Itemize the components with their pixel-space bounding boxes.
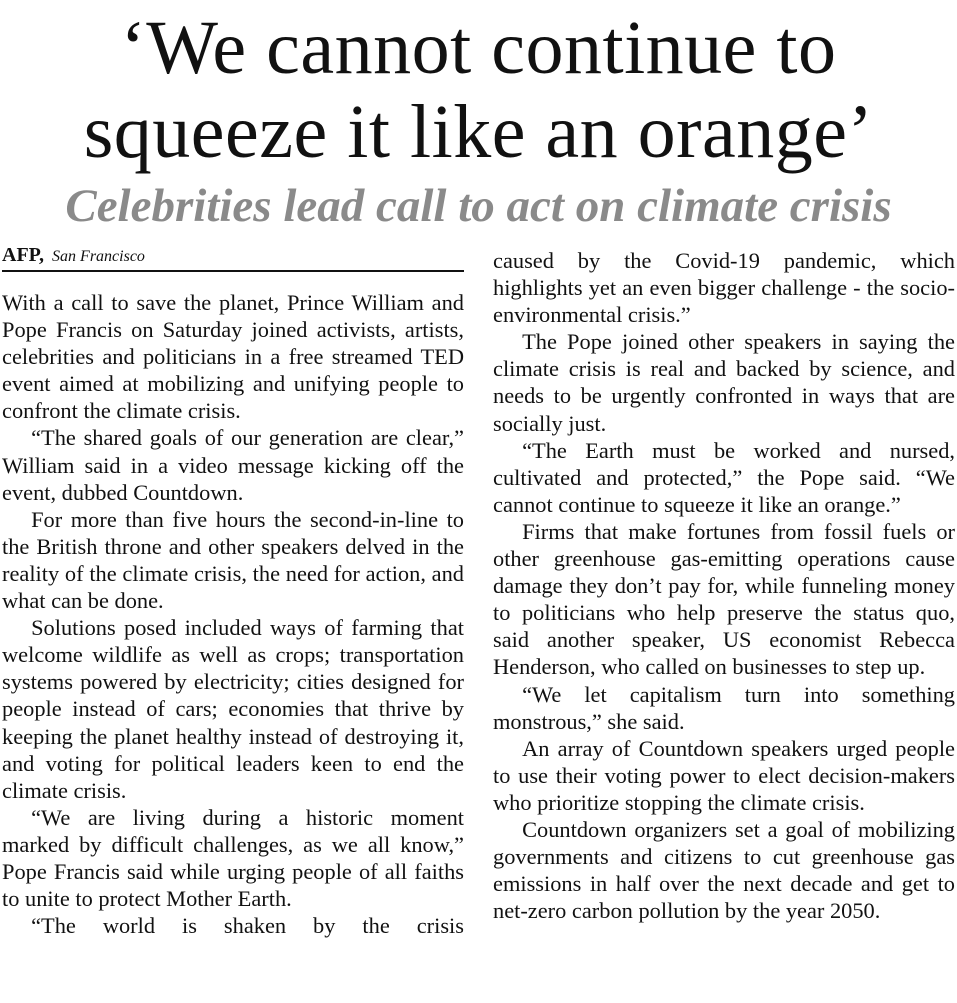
byline <box>2 242 464 272</box>
subheadline: Celebrities lead call to act on climate crisis <box>65 180 892 232</box>
headline-line-1: ‘We cannot continue to <box>120 6 837 90</box>
paragraph: “The shared goals of our generation are clear,” William said in a video message kicking off the event, dubbed Countdown. <box>2 425 464 505</box>
article-column-right <box>493 247 955 924</box>
headline-line-2: squeeze it like an orange’ <box>83 90 874 174</box>
paragraph: caused by the Covid-19 pandemic, which highlights yet an even bigger challenge - the socio-environmental crisis.” <box>493 248 955 328</box>
paragraph: An array of Countdown speakers urged people to use their voting power to elect decision-makers who prioritize stopping the climate crisis. <box>493 735 955 815</box>
paragraph: For more than five hours the second-in-line to the British throne and other speakers delved in the reality of the climate crisis, the need for action, and what can be done. <box>2 506 464 614</box>
paragraph: “The Earth must be worked and nursed, cultivated and protected,” the Pope said. “We cannot continue to squeeze it like an orange.” <box>493 437 955 517</box>
paragraph: “We are living during a historic moment marked by difficult challenges, as we all know,” Pope Francis said while urging people of all faiths to unite to protect Mother Earth. <box>2 804 464 912</box>
paragraph: “The world is shaken by the crisis <box>31 913 464 939</box>
paragraph: The Pope joined other speakers in saying the climate crisis is real and backed by science, and needs to be urgently confronted in ways that are socially just. <box>493 329 955 436</box>
paragraph: “We let capitalism turn into something monstrous,” she said. <box>493 681 955 734</box>
paragraph: Countdown organizers set a goal of mobilizing governments and citizens to cut greenhouse gas emissions in half over the next decade and get to net-zero carbon pollution by the year 2050. <box>493 816 955 924</box>
paragraph: With a call to save the planet, Prince William and Pope Francis on Saturday joined activists, artists, celebrities and politicians in a free streamed TED event aimed at mobilizing and unifying people to confront the climate crisis. <box>2 290 464 424</box>
byline-agency: AFP, <box>2 244 45 266</box>
article-column-left <box>2 289 464 939</box>
paragraph: Solutions posed included ways of farming that welcome wildlife as well as crops; transportation systems powered by electricity; cities designed for people instead of cars; economies that thrive by keeping the planet healthy instead of destroying it, and voting for political leaders keen to end the climate crisis. <box>2 615 464 803</box>
headline <box>0 6 957 174</box>
paragraph: Firms that make fortunes from fossil fuels or other greenhouse gas-emitting operations cause damage they don’t pay for, while funneling money to politicians who help preserve the status quo, said another speaker, US economist Rebecca Henderson, who called on businesses to step up. <box>493 518 955 680</box>
byline-location: San Francisco <box>52 248 145 265</box>
